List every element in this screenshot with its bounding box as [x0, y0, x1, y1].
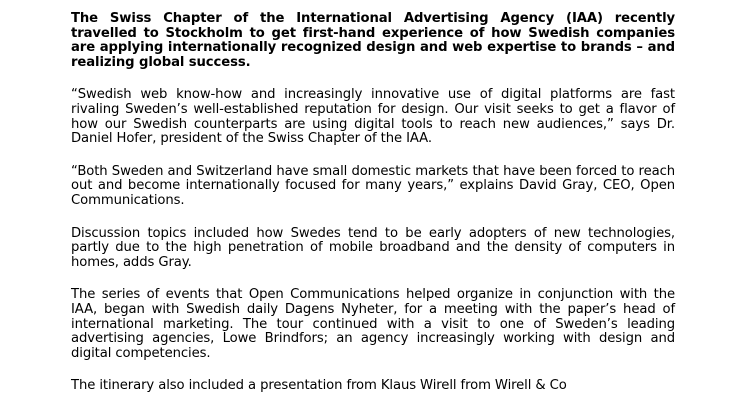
- paragraph-gray-quote: “Both Sweden and Switzerland have small domestic markets that have been forced to reach out and become internationally focused for many years,” explains David Gray, CEO, Open Communications.: [71, 163, 675, 208]
- paragraph-discussion-topics: Discussion topics included how Swedes tend to be early adopters of new technologies, partly due to the high penetration of mobile broadband and the density of computers in homes, adds Gray.: [71, 225, 675, 270]
- paragraph-events-series: The series of events that Open Communications helped organize in conjunction with the IAA, began with Swedish daily Dagens Nyheter, for a meeting with the paper’s head of international marketing. The tour continued with a visit to one of Sweden’s leading advertising agencies, Lowe Brindfors; an agency increasingly working with design and digital competencies.: [71, 287, 675, 361]
- paragraph-hofer-quote: “Swedish web know-how and increasingly innovative use of digital platforms are fast rivaling Sweden’s well-established reputation for design. Our visit seeks to get a flavor of how our Swedish counterparts are using digital tools to reach new audiences,” says Dr. Daniel Hofer, president of the Swiss Chapter of the IAA.: [71, 87, 675, 147]
- lead-paragraph: The Swiss Chapter of the International Advertising Agency (IAA) recently travelled to Stockholm to get first-hand experience of how Swedish companies are applying internationally recognized design and web expertise to brands – and realizing global success.: [71, 11, 675, 70]
- paragraph-itinerary-partial: The itinerary also included a presentation from Klaus Wirell from Wirell & Co: [71, 378, 567, 394]
- document-body: [71, 12, 675, 394]
